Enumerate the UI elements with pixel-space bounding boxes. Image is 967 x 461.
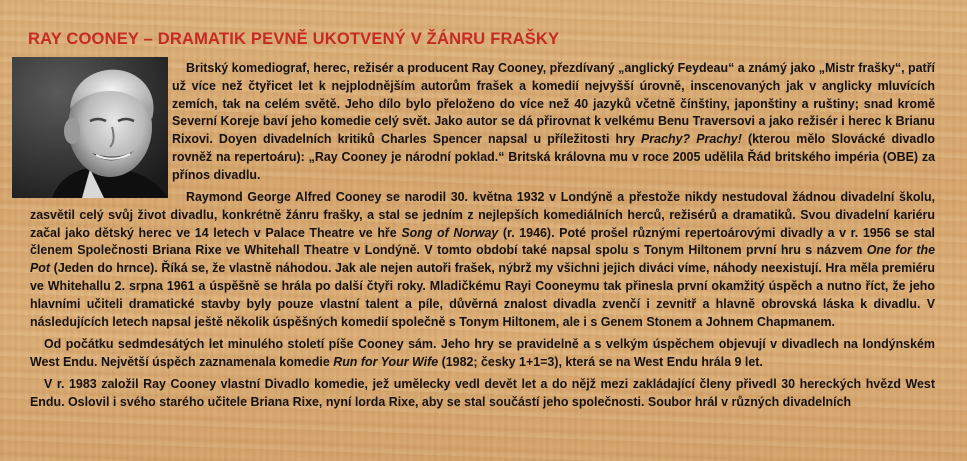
play-title: Song of Norway [401, 225, 499, 240]
paragraph-2 [30, 189, 935, 331]
text-run: (kterou mělo Slovácké divadlo rovněž na repertoáru): „Ray Cooney je národní poklad.“ Britská královna mu v roce 2005 udělila Řád britského impéria (OBE) za přínos divadlu. [172, 132, 935, 182]
play-title: Prachy? Prachy! [641, 132, 742, 147]
text-run: Britský komediograf, herec, režisér a producent Ray Cooney, přezdívaný „anglický Feydeau“ a známý jako „Mistr frašky“, patří už více než čtyřicet let k nejplodnějším autorům frašek a komedií nejvyšší úrovně, inscenovaných jak v anglicky mluvících zemích, tak na celém světě. Jeho dílo bylo přeloženo do více než 40 jazyků včetně čínštiny, japonštiny a ruštiny; snad kromě Severní Koreje baví jeho komedie celý svět. Jako autor se dá přirovnat k velkému Benu Traversovi a jako režisér i herec k Brianu Rixovi. Doyen divadelních kritiků Charles Spencer napsal u příležitosti hry [172, 61, 935, 147]
text-run: Raymond George Alfred Cooney se narodil 30. května 1932 v Londýně a přestože nikdy nestudoval žádnou divadelní školu, zasvětil celý svůj život divadlu, konkrétně žánru frašky, a stal se jedním z nejlepších komediálních herců, režisérů a dramatiků. Svou divadelní kariéru začal jako dětský herec ve 14 letech v Palace Theatre ve hře [30, 189, 935, 240]
text-run: (r. 1946). Poté prošel různými repertoárovými divadly a v r. 1956 se stal členem Společnosti Briana Rixe ve Whitehall Theatre v Londýně. V tomto období také napsal spolu s Tonym Hiltonem první hru s názvem [30, 225, 935, 258]
text-run: V r. 1983 založil Ray Cooney vlastní Divadlo komedie, jež umělecky vedl devět let a do nějž mezi zakládající členy přivedl 30 hereckých hvězd West Endu. Oslovil i svého starého učitele Briana Rixe, nyní lorda Rixe, aby se stal součástí jeho společnosti. Soubor hrál v různých divadelních [30, 376, 935, 409]
text-run: (Jeden do hrnce). Říká se, že vlastně náhodou. Jak ale nejen autoři frašek, nýbrž my všichni jejich diváci víme, náhody neexistují. Hra měla premiéru ve Whitehallu 2. srpna 1961 a úspěšně se hrála po další čtyři roky. Mladičkému Rayi Cooneymu tak přinesla první okamžitý úspěch a nutno říct, že jeho hlavními učiteli dramatické stavby byly pouze vlastní talent a píle, důvěrná znalost divadla zvenčí i zevnitř a hlavně obrovská láska k divadlu. V následujících letech napsal ještě několik úspěšných komedií společně s Tonym Hiltonem, ale i s Genem Stonem a Johnem Chapmanem. [30, 261, 935, 329]
paragraph-4 [30, 376, 935, 412]
article-title: RAY COONEY – DRAMATIK PEVNĚ UKOTVENÝ V ŽÁNRU FRAŠKY [28, 30, 560, 48]
text-run: Od počátku sedmdesátých let minulého století píše Cooney sám. Jeho hry se pravidelně a s velkým úspěchem objevují v divadlech na londýnském West Endu. Největší úspěch zaznamenala komedie [30, 336, 935, 369]
play-title: One for the Pot [30, 243, 935, 276]
text-run: (1982; česky 1+1=3), která se na West Endu hrála 9 let. [438, 354, 763, 369]
article-body [30, 60, 935, 416]
paragraph-3 [30, 336, 935, 372]
play-title: Run for Your Wife [333, 354, 439, 369]
